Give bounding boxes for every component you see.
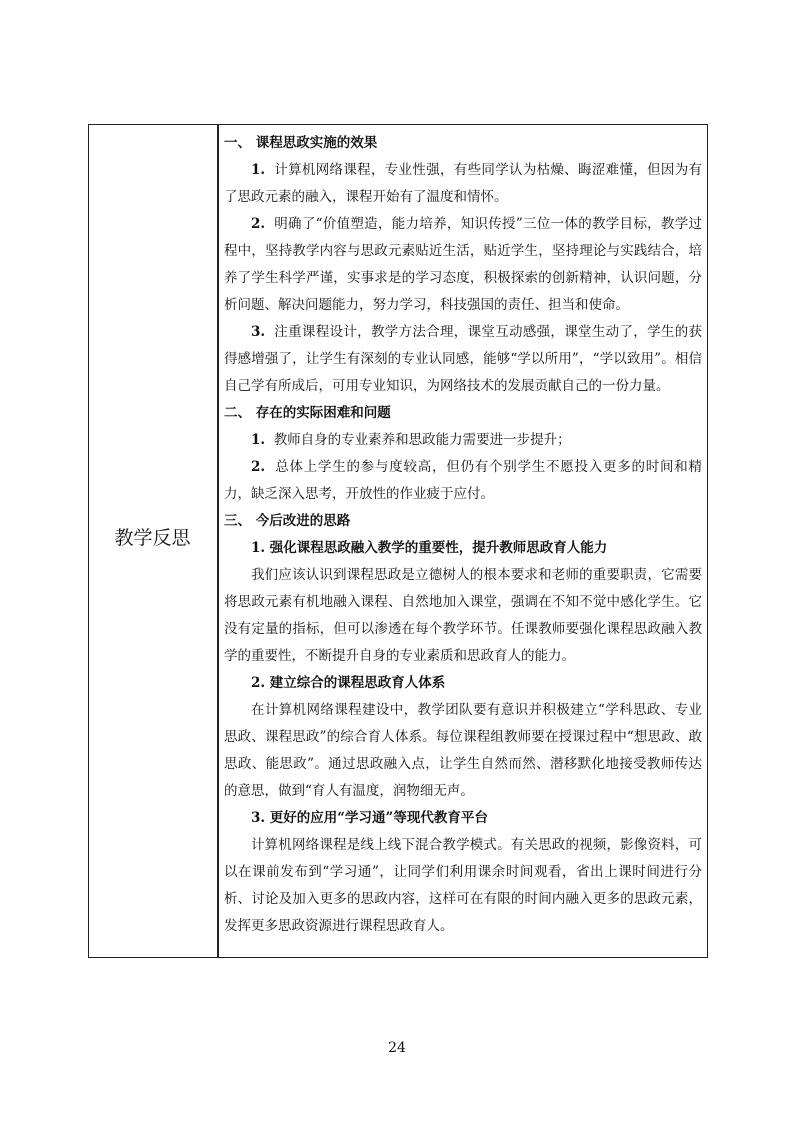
item-number: 2. [251, 216, 266, 232]
section3-subheading: 3. 更好的应用“学习通”等现代教育平台 [251, 810, 488, 826]
section3-subheading: 1. 强化课程思政融入教学的重要性，提升教师思政育人能力 [251, 540, 608, 556]
item-text: 明确了“价值塑造，能力培养，知识传授”三位一体的教学目标，教学过程中，坚持教学内容与思政元素贴近生活，贴近学生，坚持理论与实践结合，培养了学生科学严谨，实事求是的学习态度，积极探索的创新精神，认识问题，分析问题、解决问题能力，努力学习，科技强国的责任、担当和使命。 [224, 216, 702, 313]
item-text: 计算机网络课程，专业性强，有些同学认为枯燥、晦涩难懂，但因为有了思政元素的融入，课程开始有了温度和情怀。 [224, 162, 702, 205]
section1-item [224, 319, 702, 400]
page-number: 24 [388, 1040, 406, 1056]
item-number: 2. [251, 459, 266, 475]
section1-item [224, 157, 702, 211]
item-number: 1. [251, 162, 266, 178]
section2-item [224, 427, 702, 454]
section1-heading: 一、 课程思政实施的效果 [224, 135, 378, 151]
section3-heading: 三、 今后改进的思路 [224, 513, 351, 529]
section2-item [224, 454, 702, 508]
reflection-content [224, 130, 702, 940]
section3-subheading: 2. 建立综合的课程思政育人体系 [251, 675, 446, 691]
item-text: 注重课程设计，教学方法合理，课堂互动感强，课堂生动了，学生的获得感增强了，让学生有深刻的专业认同感，能够“学以所用”，“学以致用”。相信自己学有所成后，可用专业知识，为网络技术的发展贡献自己的一份力量。 [224, 324, 702, 394]
section3-paragraph: 在计算机网络课程建设中，教学团队要有意识并积极建立“学科思政、专业思政、课程思政”的综合育人体系。每位课程组教师要在授课过程中“想思政、敢思政、能思政”。通过思政融入点，让学生自然而然、潜移默化地接受教师传达的意思，做到“育人有温度，润物细无声。 [224, 702, 702, 799]
row-label: 教学反思 [114, 527, 191, 549]
item-number: 3. [251, 324, 266, 340]
section3-paragraph: 计算机网络课程是线上线下混合教学模式。有关思政的视频，影像资料，可以在课前发布到“学习通”，让同学们利用课余时间观看，省出上课时间进行分析、讨论及加入更多的思政内容，这样可在有限的时间内融入更多的思政元素，发挥更多思政资源进行课程思政育人。 [224, 837, 702, 934]
section3-paragraph: 我们应该认识到课程思政是立德树人的根本要求和老师的重要职责，它需要将思政元素有机地融入课程、自然地加入课堂，强调在不知不觉中感化学生。它没有定量的指标，但可以渗透在每个教学环节。任课教师要强化课程思政融入教学的重要性，不断提升自身的专业素质和思政育人的能力。 [224, 567, 702, 664]
item-text: 总体上学生的参与度较高，但仍有个别学生不愿投入更多的时间和精力，缺乏深入思考，开放性的作业疲于应付。 [224, 459, 702, 502]
item-number: 1. [251, 432, 266, 448]
section1-item [224, 211, 702, 319]
section2-heading: 二、 存在的实际困难和问题 [224, 405, 391, 421]
table-column-divider [217, 124, 219, 958]
item-text: 教师自身的专业素养和思政能力需要进一步提升； [273, 432, 571, 448]
